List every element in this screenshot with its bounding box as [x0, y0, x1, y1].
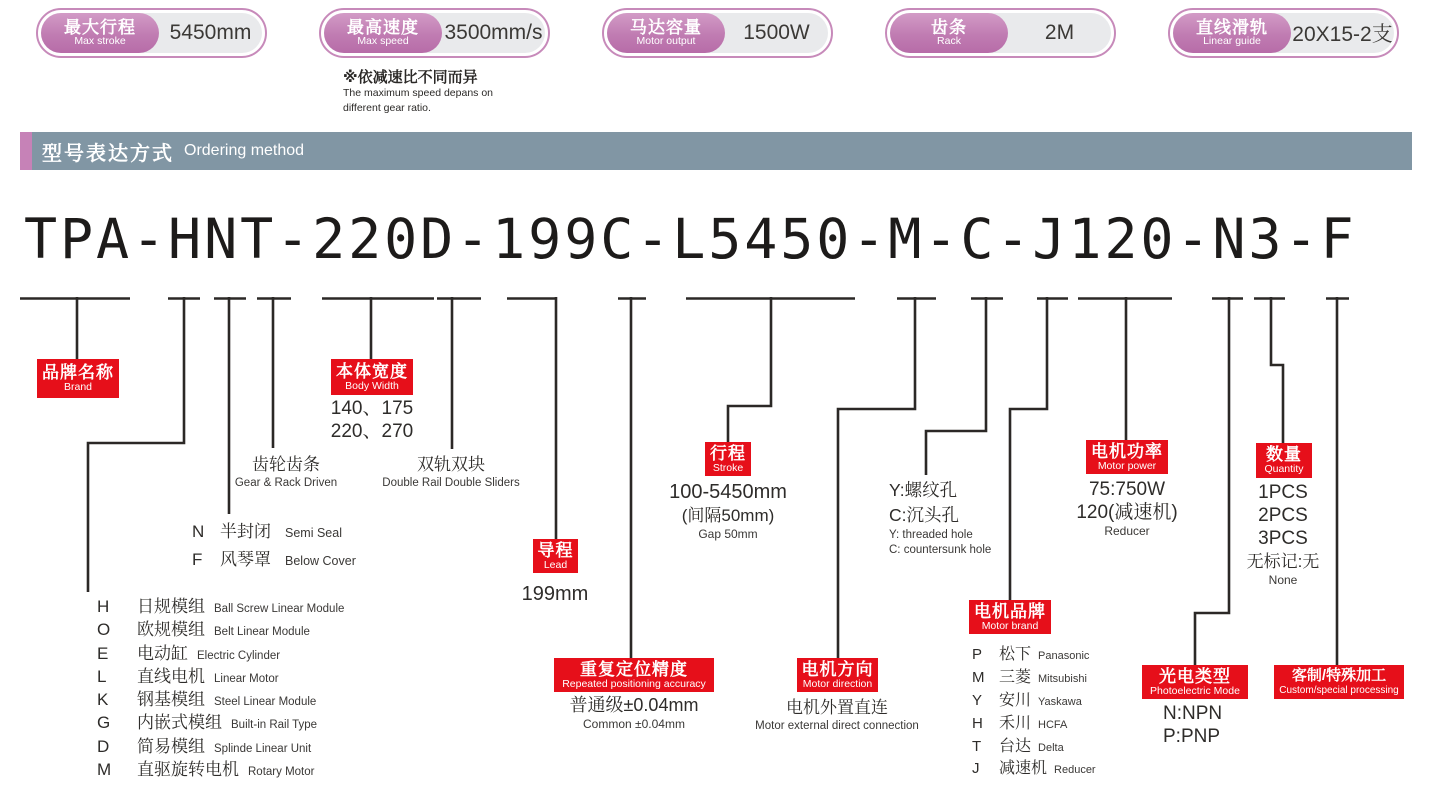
callout-badge-motor-power: 电机功率 Motor power [1086, 440, 1168, 474]
quantity-values: 1PCS 2PCS 3PCS 无标记:无 None [1246, 482, 1320, 587]
spec-pill-label: 最高速度 Max speed [324, 13, 442, 53]
body-width-values: 140、175 220、270 [330, 398, 414, 442]
spec-pill-label: 直线滑轨 Linear guide [1173, 13, 1291, 53]
callout-badge-stroke: 行程 Stroke [705, 442, 751, 476]
hole-type-values: Y:螺纹孔 C:沉头孔 Y: threaded hole C: countersunk hole [889, 480, 992, 556]
speed-note-zh: ※依减速比不同而异 [343, 69, 478, 86]
module-type-item: M 直驱旋转电机 Rotary Motor [97, 760, 315, 780]
double-rail-label: 双轨双块 Double Rail Double Sliders [382, 455, 520, 489]
spec-pill-label: 最大行程 Max stroke [41, 13, 159, 53]
spec-pill-label: 齿条 Rack [890, 13, 1008, 53]
callout-badge-motor-brand: 电机品牌 Motor brand [969, 600, 1051, 634]
spec-pill-value: 3500mm/s [444, 21, 543, 44]
spec-pill-value: 1500W [743, 21, 810, 44]
speed-note-en: The maximum speed depans on different gear ratio. [343, 87, 493, 114]
motor-brand-item: H 禾川 HCFA [972, 714, 1068, 732]
callout-badge-brand: 品牌名称 Brand [37, 359, 119, 398]
callout-badge-accuracy: 重复定位精度 Repeated positioning accuracy [554, 658, 714, 692]
callout-badge-motor-direction: 电机方向 Motor direction [797, 658, 878, 692]
motor-power-values: 75:750W 120(减速机) Reducer [1076, 479, 1178, 538]
callout-badge-body-width: 本体宽度 Body Width [331, 359, 413, 395]
section-title-en: Ordering method [184, 142, 305, 159]
stroke-values: 100-5450mm (间隔50mm) Gap 50mm [669, 481, 787, 541]
spec-pill-value: 20X15-2支 [1292, 23, 1393, 46]
callout-badge-custom: 客制/特殊加工 Custom/special processing [1274, 665, 1404, 699]
motor-brand-item: M 三菱 Mitsubishi [972, 668, 1087, 686]
module-type-item: O 欧规模组 Belt Linear Module [97, 620, 310, 640]
motor-brand-list [972, 641, 1096, 778]
seal-option-item: F 风琴罩 Below Cover [192, 550, 356, 569]
lead-value: 199mm [521, 583, 589, 605]
motor-brand-item: Y 安川 Yaskawa [972, 691, 1082, 709]
motor-direction-values: 电机外置直连 Motor external direct connection [755, 698, 919, 732]
module-type-list [97, 592, 344, 778]
module-type-item: K 钢基模组 Steel Linear Module [97, 690, 317, 710]
model-number: TPA-HNT-220D-199C-L5450-M-C-J120-N3-F [24, 207, 1357, 271]
spec-pill-value: 2M [1044, 21, 1075, 44]
module-type-item: H 日规模组 Ball Screw Linear Module [97, 597, 345, 616]
module-type-item: E 电动缸 Electric Cylinder [97, 643, 281, 663]
spec-pill-value: 5450mm [169, 21, 252, 44]
callout-badge-lead: 导程 Lead [533, 539, 578, 573]
spec-pill-label: 马达容量 Motor output [607, 13, 725, 53]
module-type-item: D 简易模组 Splinde Linear Unit [97, 736, 312, 756]
accuracy-values: 普通级±0.04mm Common ±0.04mm [569, 695, 699, 731]
motor-brand-item: P 松下 Panasonic [972, 646, 1090, 663]
section-title-zh: 型号表达方式 [42, 142, 174, 165]
callout-badge-quantity: 数量 Quantity [1256, 443, 1312, 478]
module-type-item: L 直线电机 Linear Motor [97, 666, 279, 686]
seal-option-list [192, 517, 356, 573]
seal-option-item: N 半封闭 Semi Seal [192, 522, 342, 541]
callout-badge-photoelectric: 光电类型 Photoelectric Mode [1142, 665, 1248, 699]
gear-rack-label: 齿轮齿条 Gear & Rack Driven [234, 455, 338, 489]
motor-brand-item: J 减速机 Reducer [972, 760, 1096, 778]
module-type-item: G 内嵌式模组 Built-in Rail Type [97, 713, 318, 733]
motor-brand-item: T 台达 Delta [972, 737, 1064, 755]
photoelectric-values: N:NPN P:PNP [1163, 703, 1223, 747]
